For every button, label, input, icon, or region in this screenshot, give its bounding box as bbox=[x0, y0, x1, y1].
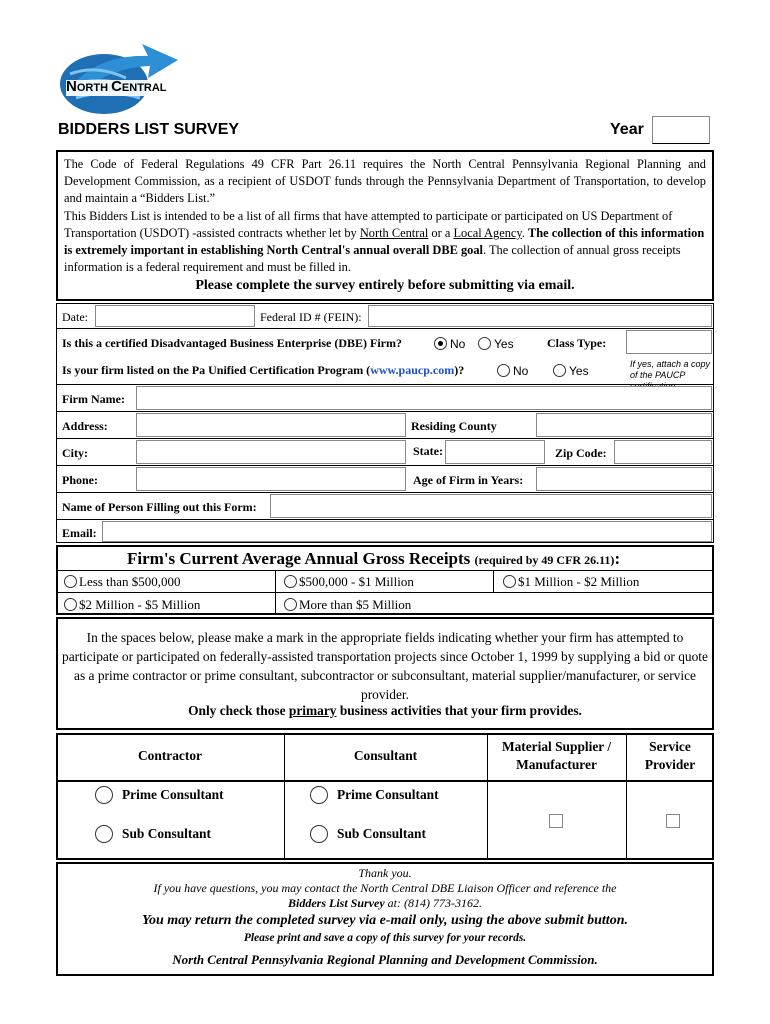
address-input[interactable] bbox=[136, 413, 406, 437]
fein-label: Federal ID # (FEIN): bbox=[260, 310, 362, 324]
footer-contact-line: If you have questions, you may contact the North Central DBE Liaison Officer and reference the bbox=[153, 881, 617, 895]
dbe-question: Is this a certified Disadvantaged Business Enterprise (DBE) Firm? bbox=[62, 336, 402, 350]
col-service-provider: Service Provider bbox=[644, 739, 696, 772]
north-central-logo bbox=[56, 34, 186, 119]
activities-emphasis: Only check those primary business activities that your firm provides. bbox=[188, 703, 582, 718]
col-consultant: Consultant bbox=[353, 748, 418, 763]
dbe-no-label: No bbox=[450, 337, 466, 351]
city-label: City: bbox=[62, 446, 88, 460]
consultant-sub-label: Sub Consultant bbox=[337, 826, 426, 841]
zip-label: Zip Code: bbox=[555, 446, 607, 460]
consultant-sub-radio[interactable] bbox=[310, 825, 328, 843]
email-input[interactable] bbox=[102, 521, 712, 542]
dbe-no-radio[interactable] bbox=[434, 337, 447, 350]
receipts-option-3-radio[interactable] bbox=[503, 575, 516, 588]
receipts-title: Firm's Current Average Annual Gross Receipts (required by 49 CFR 26.11): bbox=[127, 549, 621, 568]
year-label: Year bbox=[610, 121, 644, 138]
receipts-option-4-radio[interactable] bbox=[64, 598, 77, 611]
logo-text: NORTH CENTRAL bbox=[66, 78, 167, 95]
dbe-yes-radio[interactable] bbox=[478, 337, 491, 350]
zip-input[interactable] bbox=[614, 440, 712, 464]
footer-email-instruction: You may return the completed survey via e-mail only, using the above submit button. bbox=[142, 913, 628, 928]
contractor-prime-label: Prime Consultant bbox=[122, 787, 224, 802]
intro-paragraph-2: This Bidders List is intended to be a list of all firms that have attempted to participate or participated on US Department of Transportation (USDOT) -assisted contracts whether let by North Central or a Local Agency. The collection of this information is extremely important in establishing North Central's annual overall DBE goal. The collection of annual gross receipts information is a federal requirement and must be filled in. bbox=[64, 209, 705, 274]
footer-thanks: Thank you. bbox=[358, 866, 412, 880]
consultant-prime-radio[interactable] bbox=[310, 786, 328, 804]
submit-instruction: Please complete the survey entirely before submitting via email. bbox=[195, 278, 575, 293]
address-label: Address: bbox=[62, 419, 108, 433]
state-input[interactable] bbox=[445, 440, 545, 464]
firm-name-label: Firm Name: bbox=[62, 392, 125, 406]
fein-input[interactable] bbox=[368, 305, 712, 327]
footer-organization: North Central Pennsylvania Regional Planning and Development Commission. bbox=[172, 952, 598, 967]
paucp-no-label: No bbox=[513, 364, 529, 378]
col-material-supplier: Material Supplier / Manufacturer bbox=[501, 739, 612, 772]
page-title: BIDDERS LIST SURVEY bbox=[58, 121, 240, 138]
age-label: Age of Firm in Years: bbox=[413, 473, 524, 487]
material-supplier-checkbox[interactable] bbox=[549, 814, 563, 828]
consultant-prime-label: Prime Consultant bbox=[337, 787, 439, 802]
contractor-prime-radio[interactable] bbox=[95, 786, 113, 804]
state-label: State: bbox=[413, 444, 443, 458]
intro-paragraph-1: The Code of Federal Regulations 49 CFR Part 26.11 requires the North Central Pennsylvania Regional Planning and Development Commission, as a recipient of USDOT funds through the Pennsylvania Department of Transportation, to develop and maintain a “Bidders List.” bbox=[64, 157, 706, 205]
city-input[interactable] bbox=[136, 440, 406, 464]
phone-label: Phone: bbox=[62, 473, 98, 487]
phone-input[interactable] bbox=[136, 467, 406, 491]
paucp-question: Is your firm listed on the Pa Unified Certification Program (www.paucp.com)? bbox=[62, 363, 465, 377]
receipts-option-5-label: More than $5 Million bbox=[299, 597, 412, 612]
receipts-option-1-label: Less than $500,000 bbox=[79, 574, 181, 589]
class-type-input[interactable] bbox=[626, 330, 712, 354]
paucp-yes-label: Yes bbox=[569, 364, 589, 378]
col-contractor: Contractor bbox=[138, 748, 202, 763]
date-label: Date: bbox=[62, 310, 88, 324]
date-input[interactable] bbox=[95, 305, 255, 327]
contractor-sub-label: Sub Consultant bbox=[122, 826, 211, 841]
intro-section bbox=[56, 150, 714, 301]
contractor-sub-radio[interactable] bbox=[95, 825, 113, 843]
person-label: Name of Person Filling out this Form: bbox=[62, 500, 257, 514]
receipts-option-5-radio[interactable] bbox=[284, 598, 297, 611]
age-input[interactable] bbox=[536, 467, 712, 491]
email-label: Email: bbox=[62, 526, 97, 540]
paucp-link[interactable]: www.paucp.com bbox=[370, 363, 455, 377]
footer-print-note: Please print and save a copy of this survey for your records. bbox=[243, 932, 527, 944]
activities-paragraph: In the spaces below, please make a mark in the appropriate fields indicating whether your firm has attempted to participate or participated on federally-assisted transportation projects since October 1, 1999 by supplying a bid or quote as a prime contractor or prime consultant, subcontractor or subconsultant, material supplier/manufacturer, or service provider. bbox=[62, 630, 708, 702]
footer-phone-line: Bidders List Survey at: (814) 773-3162. bbox=[288, 896, 482, 910]
receipts-option-4-label: $2 Million - $5 Million bbox=[79, 597, 201, 612]
year-input[interactable] bbox=[652, 116, 710, 144]
paucp-note: If yes, attach a copy of the PAUCP bbox=[630, 359, 711, 380]
paucp-no-radio[interactable] bbox=[497, 364, 510, 377]
receipts-option-2-radio[interactable] bbox=[284, 575, 297, 588]
receipts-option-3-label: $1 Million - $2 Million bbox=[518, 574, 640, 589]
service-provider-checkbox[interactable] bbox=[666, 814, 680, 828]
class-type-label: Class Type: bbox=[547, 336, 607, 350]
paucp-yes-radio[interactable] bbox=[553, 364, 566, 377]
person-input[interactable] bbox=[270, 494, 712, 518]
dbe-yes-label: Yes bbox=[494, 337, 514, 351]
firm-name-input[interactable] bbox=[136, 386, 712, 410]
receipts-option-1-radio[interactable] bbox=[64, 575, 77, 588]
receipts-option-2-label: $500,000 - $1 Million bbox=[299, 574, 414, 589]
county-input[interactable] bbox=[536, 413, 712, 437]
county-label: Residing County bbox=[411, 419, 497, 433]
